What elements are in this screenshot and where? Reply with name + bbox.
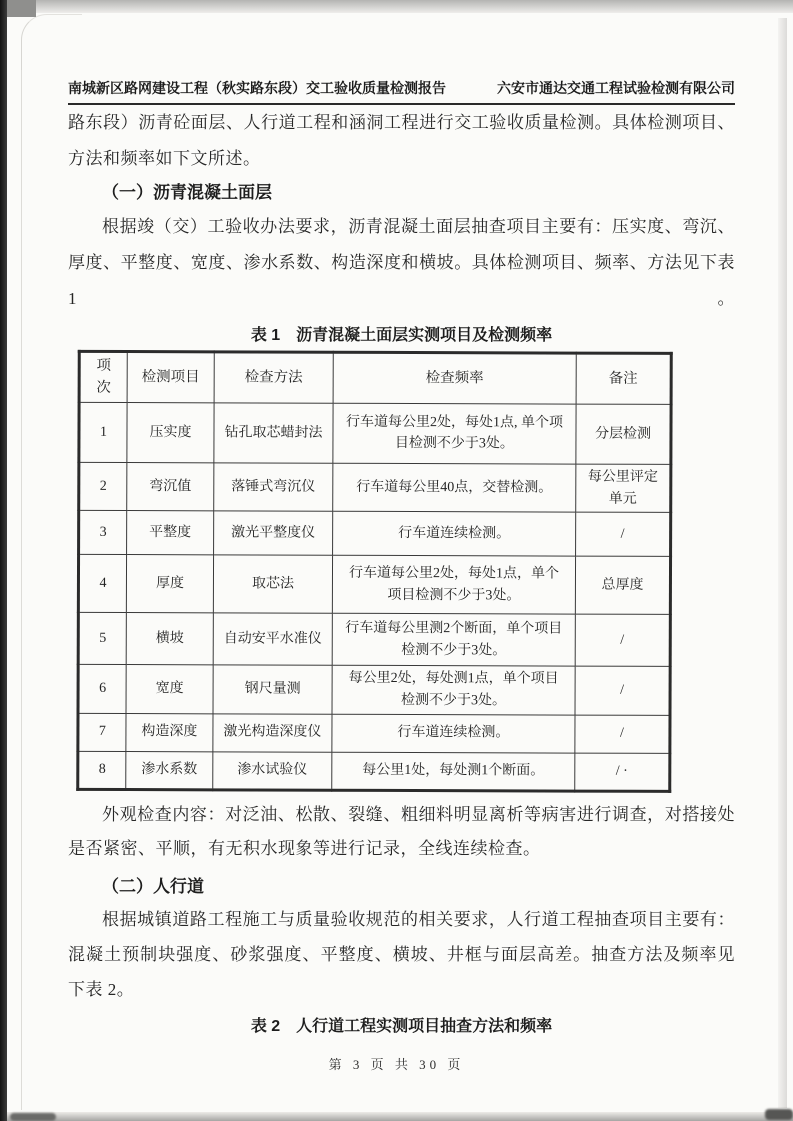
scan-smudge-bottom-left <box>10 1113 56 1121</box>
cell-remark: / <box>575 715 670 753</box>
section1-paragraph-line-1: 根据竣（交）工验收办法要求，沥青混凝土面层抽查项目主要有：压实度、弯沉、 <box>102 217 735 236</box>
cell-test-item: 渗水系数 <box>126 751 213 789</box>
cell-method: 钢尺量测 <box>213 665 332 714</box>
intro-paragraph-line-1: 路东段）沥青砼面层、人行道工程和涵洞工程进行交工验收质量检测。具体检测项目、 <box>68 113 735 132</box>
cell-item-no: 3 <box>79 511 127 555</box>
table-row <box>78 751 670 791</box>
cell-frequency: 行车道每公里2处，每处1点，单个项目检测不少于3处。 <box>332 556 575 615</box>
cell-frequency: 每公里1处，每处测1个断面。 <box>332 752 575 791</box>
cell-frequency: 行车道每公里40点，交替检测。 <box>333 463 576 512</box>
cell-test-item: 平整度 <box>127 511 214 555</box>
section2-paragraph-line-2: 混凝土预制块强度、砂浆强度、平整度、横坡、井框与面层高差。抽查方法及频率见 <box>68 944 735 964</box>
table-row <box>79 511 671 557</box>
cell-remark: 总厚度 <box>575 556 670 614</box>
column-header-remark: 备注 <box>576 353 671 404</box>
cell-test-item: 弯沉值 <box>127 462 214 511</box>
cell-frequency: 每公里2处，每处测1点，单个项目检测不少于3处。 <box>332 666 575 715</box>
page-content <box>68 78 735 1041</box>
cell-item-no: 1 <box>79 402 127 462</box>
table-row <box>79 462 671 512</box>
cell-method: 落锤式弯沉仪 <box>214 463 333 512</box>
cell-method: 渗水试验仪 <box>213 752 332 790</box>
cell-item-no: 4 <box>78 555 126 613</box>
section2-paragraph-line-3: 下表 2。 <box>68 979 135 999</box>
cell-method: 钻孔取芯蜡封法 <box>214 403 333 463</box>
table-row <box>78 665 670 715</box>
table1-caption: 表 1 沥青混凝土面层实测项目及检测频率 <box>250 327 553 344</box>
scan-top-edge-shadow <box>0 0 793 13</box>
cell-item-no: 2 <box>79 462 127 511</box>
running-header <box>68 78 735 105</box>
cell-frequency: 行车道连续检测。 <box>332 714 575 753</box>
cell-frequency: 行车道每公里2处，每处1点, 单个项目检测不少于3处。 <box>333 403 576 464</box>
cell-remark: / <box>575 666 670 715</box>
paper-edge-line <box>21 70 22 1110</box>
cell-test-item: 横坡 <box>126 613 213 665</box>
cell-remark: / <box>576 512 671 556</box>
column-header-method: 检查方法 <box>214 352 333 403</box>
cell-test-item: 压实度 <box>127 402 214 462</box>
table-row <box>78 613 670 667</box>
cell-method: 自动安平水准仪 <box>213 613 332 665</box>
cell-method: 取芯法 <box>213 555 332 613</box>
table-header-row <box>79 351 671 404</box>
cell-item-no: 5 <box>78 613 126 665</box>
page-number-indicator: 第 3 页 共 30 页 <box>328 1057 465 1072</box>
paper-edge-curve <box>21 14 82 85</box>
header-company-name: 六安市通达交通工程试验检测有限公司 <box>497 80 735 96</box>
table-row <box>79 402 671 464</box>
paper-right-edge <box>778 18 787 1108</box>
appearance-note-line-1: 外观检查内容：对泛油、松散、裂缝、粗细料明显离析等病害进行调查，对搭接处 <box>102 804 735 824</box>
section2-heading: （二）人行道 <box>102 876 204 896</box>
cell-remark: / · <box>575 753 670 791</box>
table-row <box>78 713 670 753</box>
cell-frequency: 行车道每公里测2个断面，单个项目检测不少于3处。 <box>332 614 575 667</box>
cell-frequency: 行车道连续检测。 <box>333 512 576 557</box>
table2-caption: 表 2 人行道工程实测项目抽查方法和频率 <box>250 1017 553 1035</box>
cell-remark: 分层检测 <box>576 404 671 464</box>
intro-paragraph-line-2: 方法和频率如下文所述。 <box>68 149 261 168</box>
scan-smudge-bottom-right <box>765 1109 793 1120</box>
header-report-title: 南城新区路网建设工程（秋实路东段）交工验收质量检测报告 <box>68 80 446 96</box>
cell-item-no: 7 <box>78 713 126 751</box>
scan-left-edge-shadow <box>0 0 7 1121</box>
cell-test-item: 厚度 <box>126 555 213 613</box>
column-header-frequency: 检查频率 <box>333 352 576 404</box>
section1-paragraph-line-2: 厚度、平整度、宽度、渗水系数、构造深度和横坡。具体检测项目、频率、方法见下表 1。 <box>68 253 735 308</box>
appearance-note-line-2: 是否紧密、平顺，有无积水现象等进行记录，全线连续检查。 <box>68 838 541 858</box>
table1-asphalt-surface-items <box>76 350 673 793</box>
cell-item-no: 6 <box>78 665 126 714</box>
column-header-item-no: 项次 <box>79 351 127 402</box>
cell-method: 激光平整度仪 <box>214 511 333 555</box>
table-row <box>78 555 670 615</box>
table1-wrapper <box>76 350 736 793</box>
scan-bottom-edge-shadow <box>0 1112 793 1121</box>
cell-test-item: 宽度 <box>126 665 213 714</box>
cell-item-no: 8 <box>78 751 126 789</box>
section2-paragraph-line-1: 根据城镇道路工程施工与质量验收规范的相关要求，人行道工程抽查项目主要有： <box>102 909 735 929</box>
cell-method: 激光构造深度仪 <box>213 714 332 752</box>
cell-remark: 每公里评定单元 <box>576 464 671 513</box>
cell-remark: / <box>575 614 670 666</box>
cell-test-item: 构造深度 <box>126 713 213 751</box>
section1-heading: （一）沥青混凝土面层 <box>102 183 272 202</box>
column-header-test-item: 检测项目 <box>127 352 214 403</box>
